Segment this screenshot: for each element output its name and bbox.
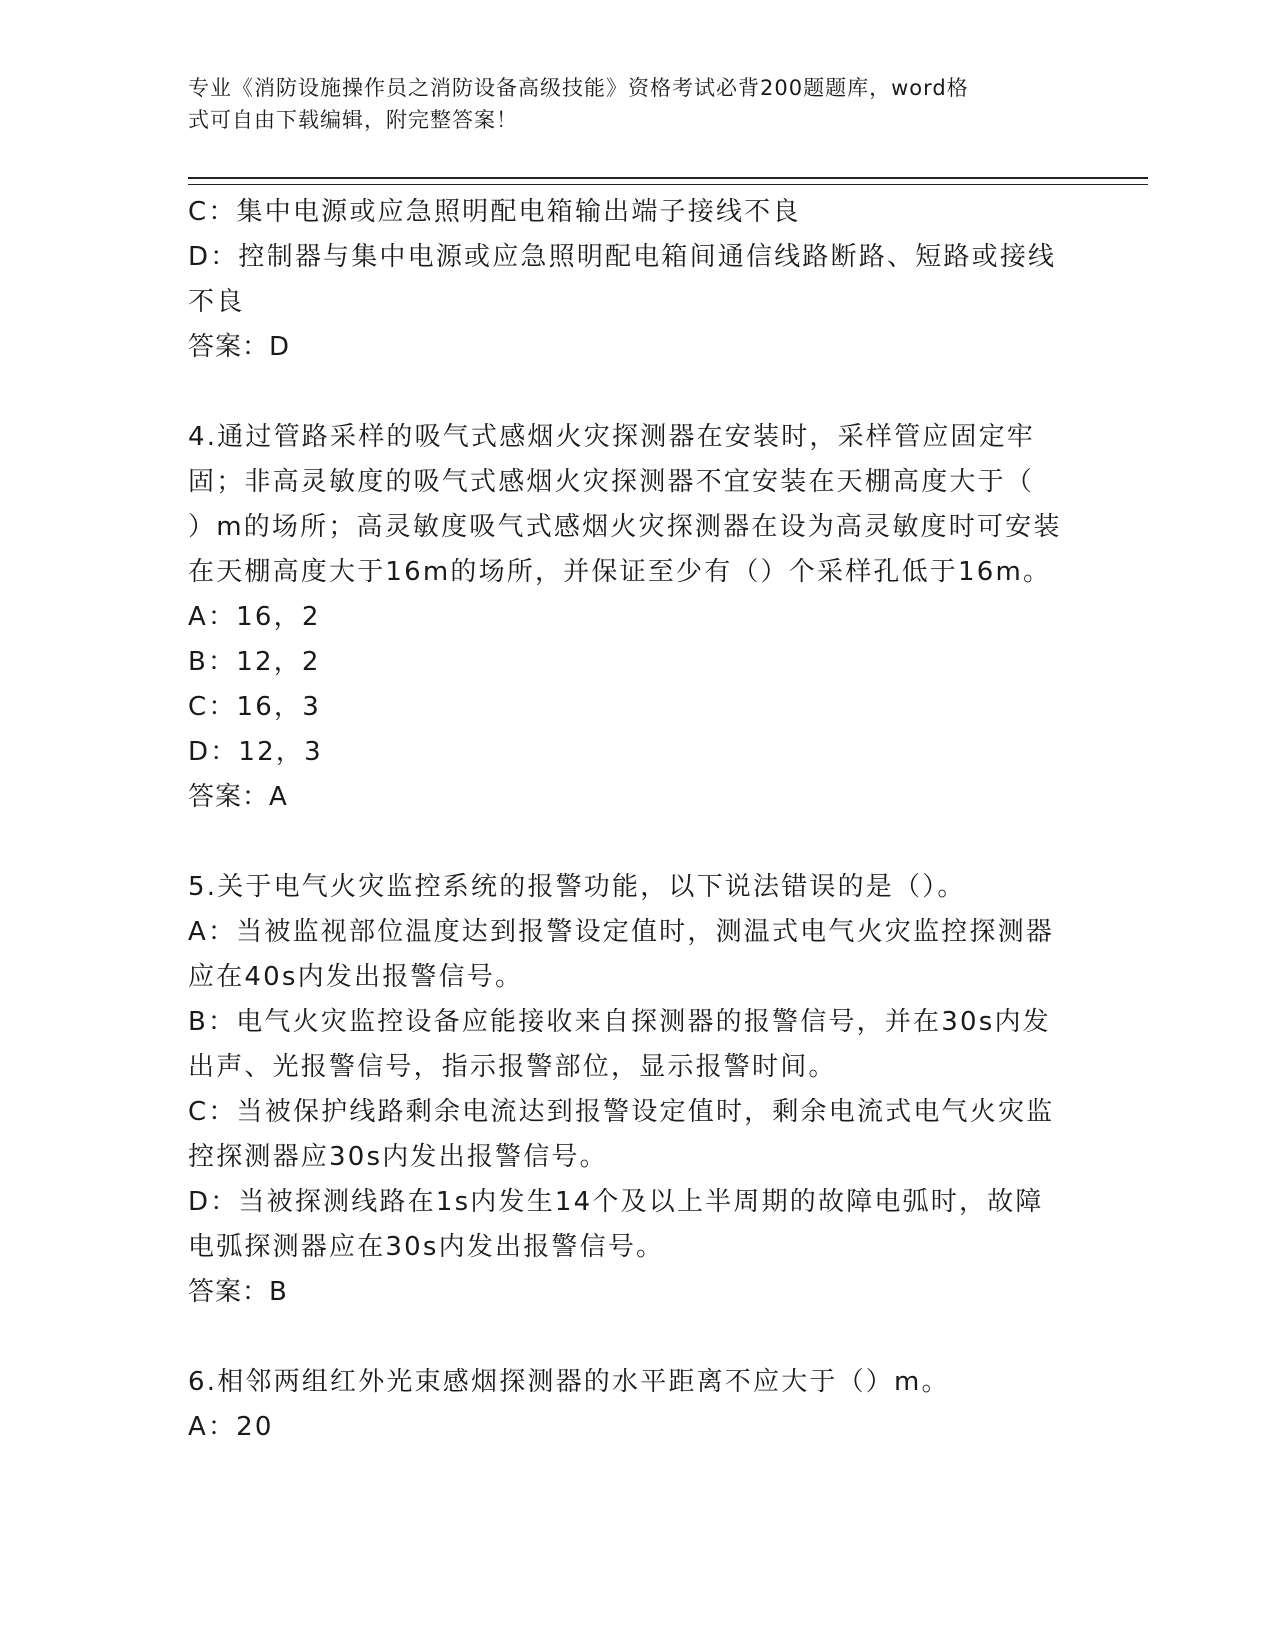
- option-d-cont: 不良: [188, 287, 245, 317]
- option-c: C：16，3: [188, 692, 321, 722]
- header-line-1: 专业《消防设施操作员之消防设备高级技能》资格考试必背200题题库，word格: [188, 76, 969, 100]
- option-d: D：12，3: [188, 737, 323, 767]
- answer: 答案：D: [188, 332, 291, 362]
- spacer: [188, 820, 1088, 865]
- answer: 答案：B: [188, 1277, 288, 1307]
- option-d-cont: 电弧探测器应在30s内发出报警信号。: [188, 1232, 665, 1262]
- question-stem: 4.通过管路采样的吸气式感烟火灾探测器在安装时，采样管应固定牢: [188, 422, 1036, 452]
- option-c-cont: 控探测器应30s内发出报警信号。: [188, 1142, 608, 1172]
- question-3-tail: [188, 190, 1088, 370]
- option-c: C：当被保护线路剩余电流达到报警设定值时，剩余电流式电气火灾监: [188, 1097, 1055, 1127]
- option-b: B：12，2: [188, 647, 321, 677]
- option-d: D：控制器与集中电源或应急照明配电箱间通信线路断路、短路或接线: [188, 242, 1057, 272]
- question-stem-cont: 固；非高灵敏度的吸气式感烟火灾探测器不宜安装在天棚高度大于（: [188, 467, 1035, 497]
- option-c: C：集中电源或应急照明配电箱输出端子接线不良: [188, 197, 801, 227]
- header-rule-thin: [188, 184, 1148, 185]
- option-a: A：16，2: [188, 602, 321, 632]
- option-b: B：电气火灾监控设备应能接收来自探测器的报警信号，并在30s内发: [188, 1007, 1051, 1037]
- option-a: A：当被监视部位温度达到报警设定值时，测温式电气火灾监控探测器: [188, 917, 1054, 947]
- question-6: [188, 1360, 1088, 1450]
- document-header: [188, 72, 1068, 136]
- question-4: [188, 415, 1088, 820]
- header-line-2: 式可自由下载编辑，附完整答案！: [188, 108, 518, 132]
- spacer: [188, 370, 1088, 415]
- question-stem-cont: 在天棚高度大于16m的场所，并保证至少有（）个采样孔低于16m。: [188, 557, 1052, 587]
- option-a-cont: 应在40s内发出报警信号。: [188, 962, 524, 992]
- option-d: D：当被探测线路在1s内发生14个及以上半周期的故障电弧时，故障: [188, 1187, 1044, 1217]
- document-body: [188, 190, 1088, 1450]
- answer: 答案：A: [188, 782, 288, 812]
- question-5: [188, 865, 1088, 1315]
- question-stem-cont: ）m的场所；高灵敏度吸气式感烟火灾探测器在设为高灵敏度时可安装: [188, 512, 1062, 542]
- question-stem: 6.相邻两组红外光束感烟探测器的水平距离不应大于（）m。: [188, 1367, 950, 1397]
- option-b-cont: 出声、光报警信号，指示报警部位，显示报警时间。: [188, 1052, 837, 1082]
- question-stem: 5.关于电气火灾监控系统的报警功能，以下说法错误的是（）。: [188, 872, 966, 902]
- option-a: A：20: [188, 1412, 274, 1442]
- spacer: [188, 1315, 1088, 1360]
- header-rule-thick: [188, 177, 1148, 179]
